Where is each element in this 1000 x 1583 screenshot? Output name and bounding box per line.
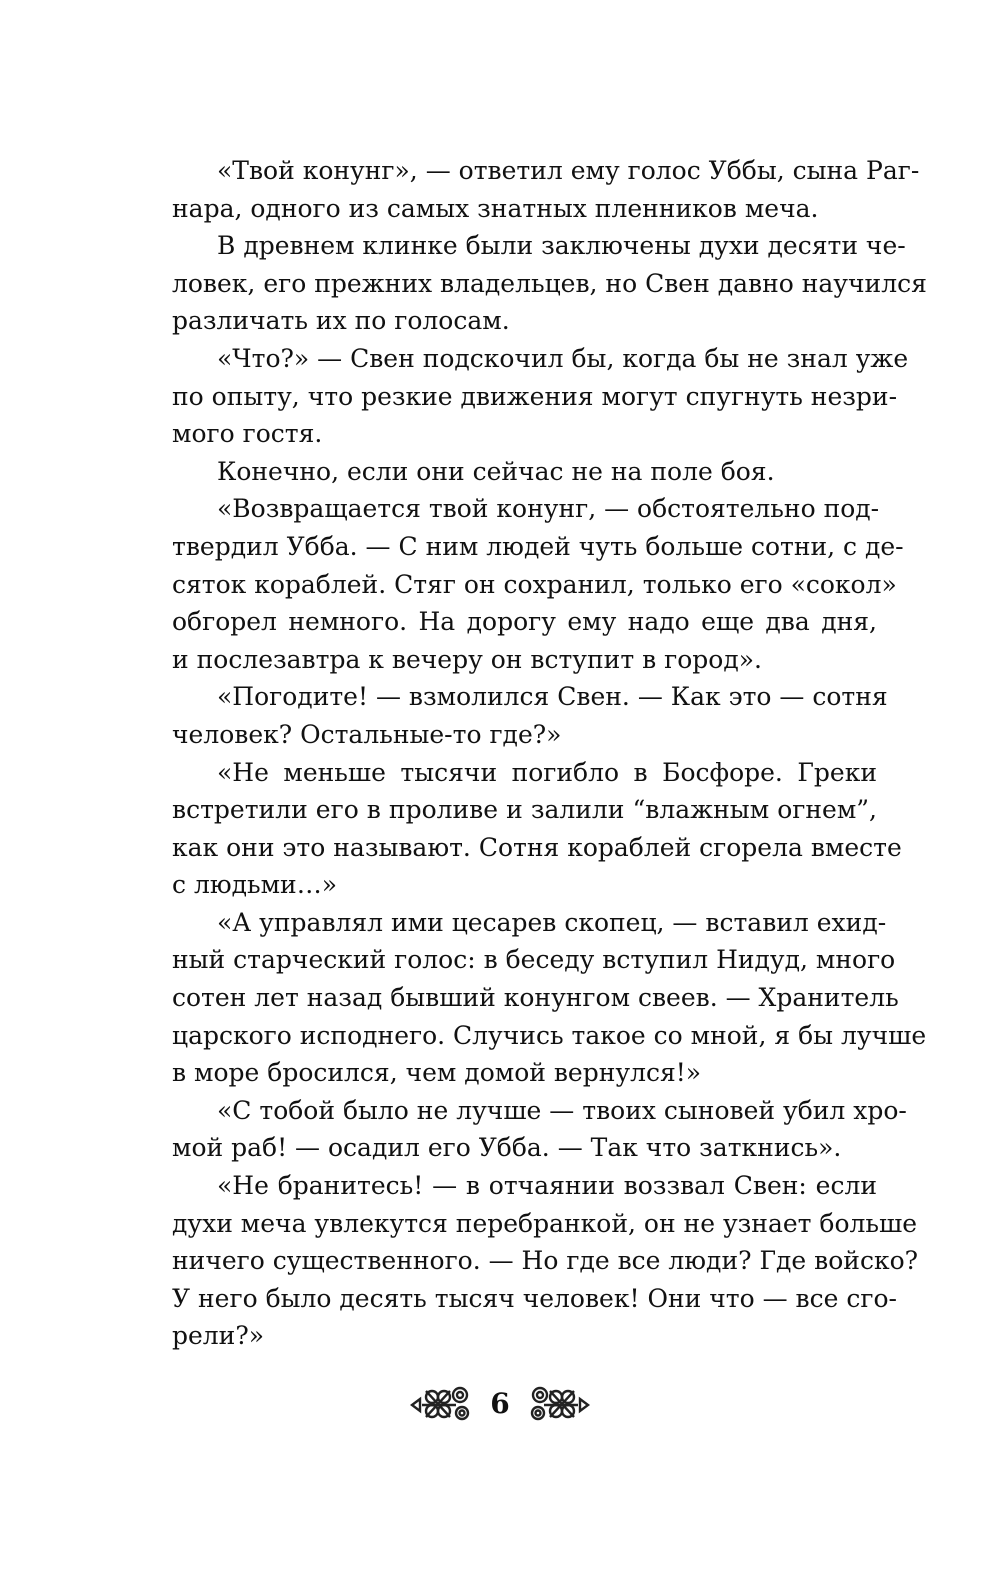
text-line: ничего существенного. — Но где все люди? Где войско? — [172, 1246, 919, 1276]
page-footer — [0, 1383, 1000, 1423]
text-line: обгорел немного. На дорогу ему надо еще два дня, — [172, 607, 877, 637]
text-line: «Не меньше тысячи погибло в Босфоре. Греки — [217, 757, 877, 787]
knot-ornament-right-icon — [528, 1383, 590, 1423]
text-line: «Возвращается твой конунг, — обстоятельно под- — [217, 494, 880, 524]
text-line: рели?» — [172, 1321, 265, 1351]
text-line: ловек, его прежних владельцев, но Свен давно научился — [172, 268, 927, 298]
text-line: В древнем клинке были заключены духи десяти че- — [217, 231, 906, 261]
page-number: 6 — [490, 1386, 510, 1420]
text-line: по опыту, что резкие движения могут спугнуть незри- — [172, 381, 898, 411]
text-line: ный старческий голос: в беседу вступил Нидуд, много — [172, 945, 896, 975]
knot-ornament-left-icon — [410, 1383, 472, 1423]
text-line: «С тобой было не лучше — твоих сыновей убил хро- — [217, 1095, 907, 1125]
text-line: духи меча увлекутся перебранкой, он не узнает больше — [172, 1208, 918, 1238]
text-line: «Что?» — Свен подскочил бы, когда бы не знал уже — [217, 343, 909, 373]
text-line: «Не бранитесь! — в отчаянии воззвал Свен: если — [217, 1171, 877, 1201]
text-line: «А управлял ими цесарев скопец, — вставил ехид- — [217, 907, 887, 937]
text-line: с людьми…» — [172, 870, 338, 900]
body-text — [172, 152, 927, 1355]
text-line: в море бросился, чем домой вернулся!» — [172, 1058, 702, 1088]
text-line: твердил Убба. — С ним людей чуть больше сотни, с де- — [172, 531, 904, 561]
text-line: человек? Остальные-то где?» — [172, 719, 562, 749]
text-line: «Погодите! — взмолился Свен. — Как это — сотня — [217, 682, 888, 712]
text-line: нара, одного из самых знатных пленников меча. — [172, 193, 819, 223]
text-line: Конечно, если они сейчас не на поле боя. — [217, 456, 775, 486]
text-line: царского исподнего. Случись такое со мной, я бы лучше — [172, 1020, 927, 1050]
text-line: как они это называют. Сотня кораблей сгорела вместе — [172, 832, 902, 862]
text-line: встретили его в проливе и залили “влажным огнем”, — [172, 795, 877, 825]
text-line: сотен лет назад бывший конунгом свеев. — Хранитель — [172, 983, 899, 1013]
text-line: «Твой конунг», — ответил ему голос Уббы, сына Раг- — [217, 156, 920, 185]
text-line: мого гостя. — [172, 419, 323, 449]
text-line: и послезавтра к вечеру он вступит в город». — [172, 644, 762, 674]
text-line: сяток кораблей. Стяг он сохранил, только его «сокол» — [172, 569, 897, 599]
text-line: различать их по голосам. — [172, 306, 510, 336]
text-line: У него было десять тысяч человек! Они что — все сго- — [172, 1283, 897, 1313]
text-line: мой раб! — осадил его Убба. — Так что заткнись». — [172, 1133, 842, 1163]
